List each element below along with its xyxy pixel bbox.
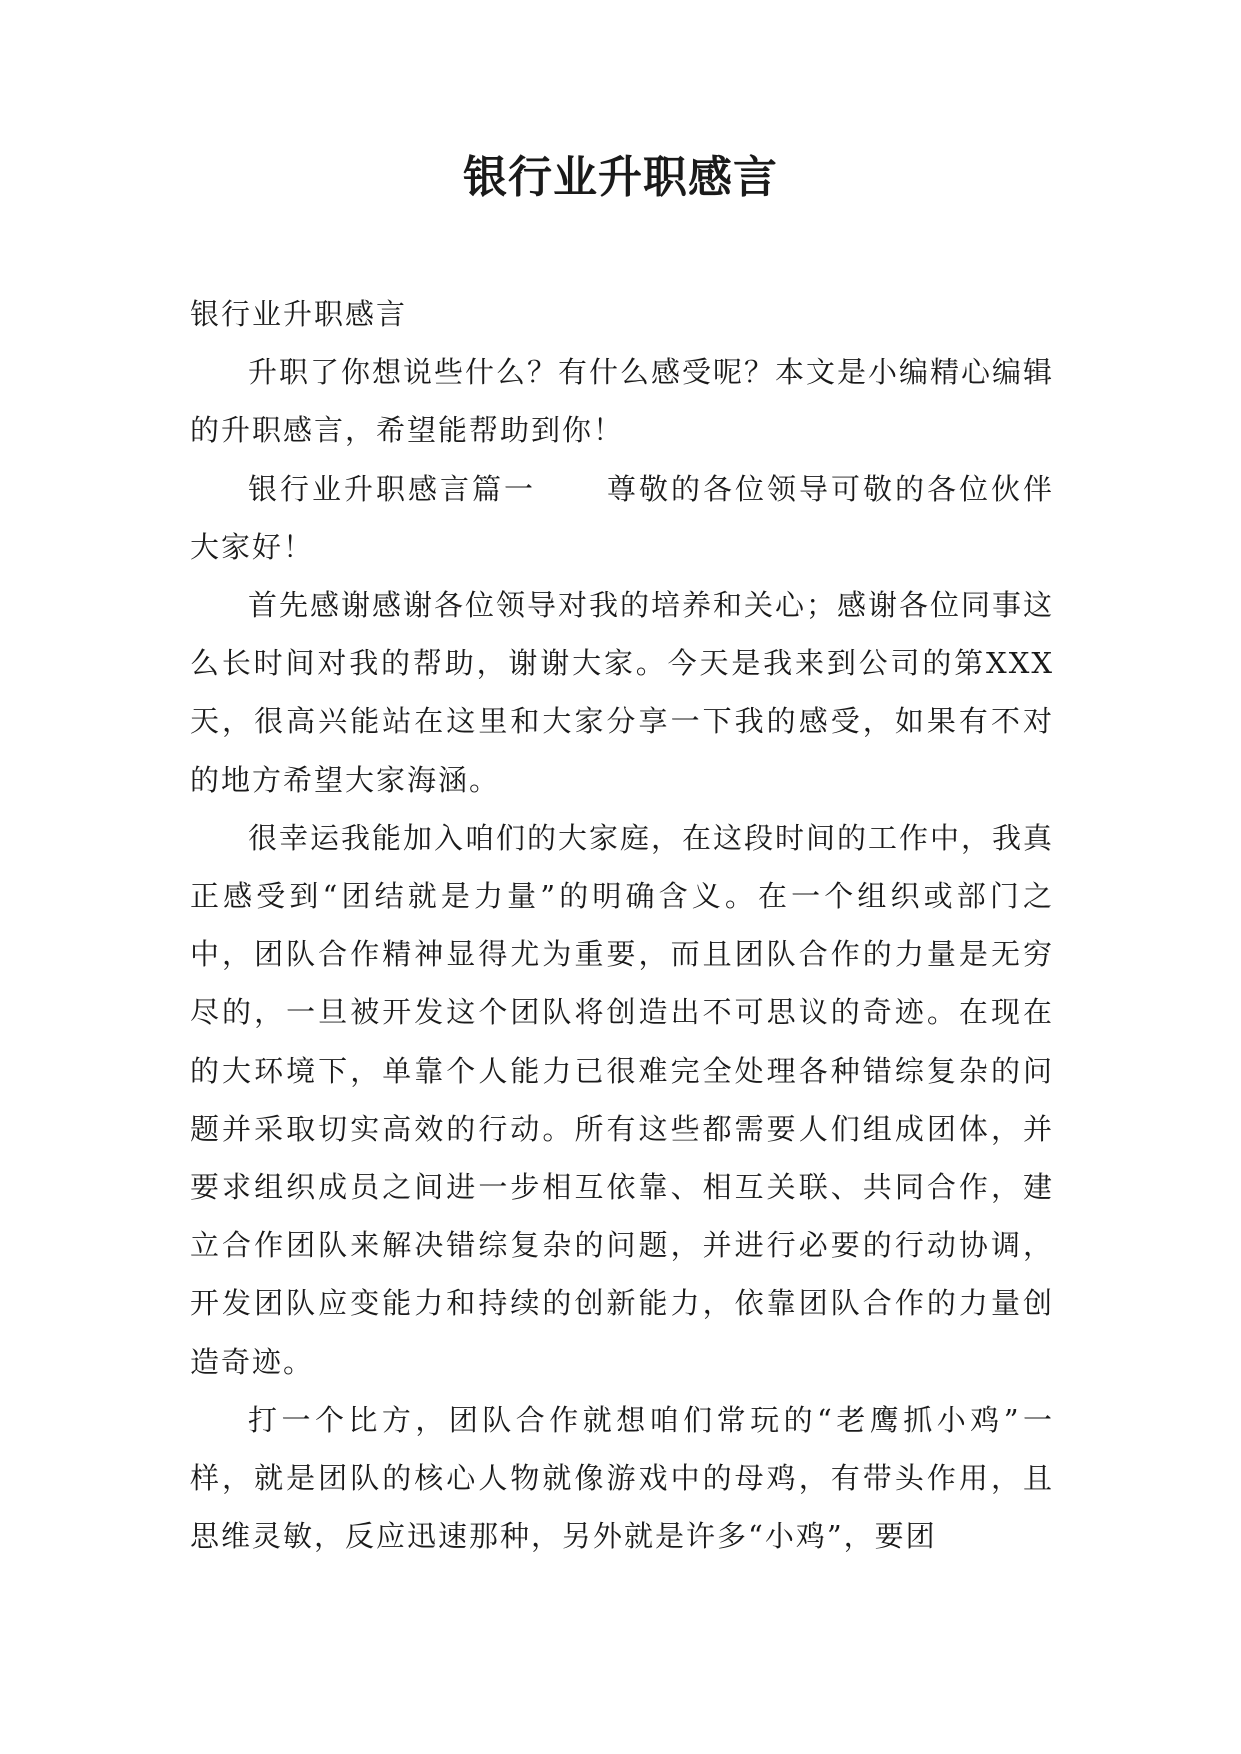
analogy-paragraph: 打一个比方，团队合作就想咱们常玩的“老鹰抓小鸡”一样，就是团队的核心人物就像游戏中的母鸡，有带头作用，且思维灵敏，反应迅速那种，另外就是许多“小鸡”，要团 [190,1402,1054,1554]
document-title: 银行业升职感言 [463,152,778,203]
document-subtitle: 银行业升职感言 [190,297,408,331]
thanks-paragraph: 首先感谢感谢各位领导对我的培养和关心；感谢各位同事这么长时间对我的帮助，谢谢大家。今天是我来到公司的第XXX天，很高兴能站在这里和大家分享一下我的感受，如果有不对的地方希望大家海涵。 [190,588,1055,797]
section-opening: 尊敬的各位领导可敬的各位伙伴大家好！ [190,471,1054,564]
intro-paragraph: 升职了你想说些什么？有什么感受呢？本文是小编精心编辑的升职感言，希望能帮助到你！ [190,355,1055,448]
section-heading: 银行业升职感言篇一 [248,471,536,506]
teamwork-paragraph: 很幸运我能加入咱们的大家庭，在这段时间的工作中，我真正感受到“团结就是力量”的明确含义。在一个组织或部门之中，团队合作精神显得尤为重要，而且团队合作的力量是无穷尽的，一旦被开发这个团队将创造出不可思议的奇迹。在现在的大环境下，单靠个人能力已很难完全处理各种错综复杂的问题并采取切实高效的行动。所有这些都需要人们组成团体，并要求组织成员之间进一步相互依靠、相互关联、共同合作，建立合作团队来解决错综复杂的问题，并进行必要的行动协调，开发团队应变能力和持续的创新能力，依靠团队合作的力量创造奇迹。 [190,820,1055,1379]
section-one-paragraph [190,460,1054,576]
document-body [190,285,1054,1565]
